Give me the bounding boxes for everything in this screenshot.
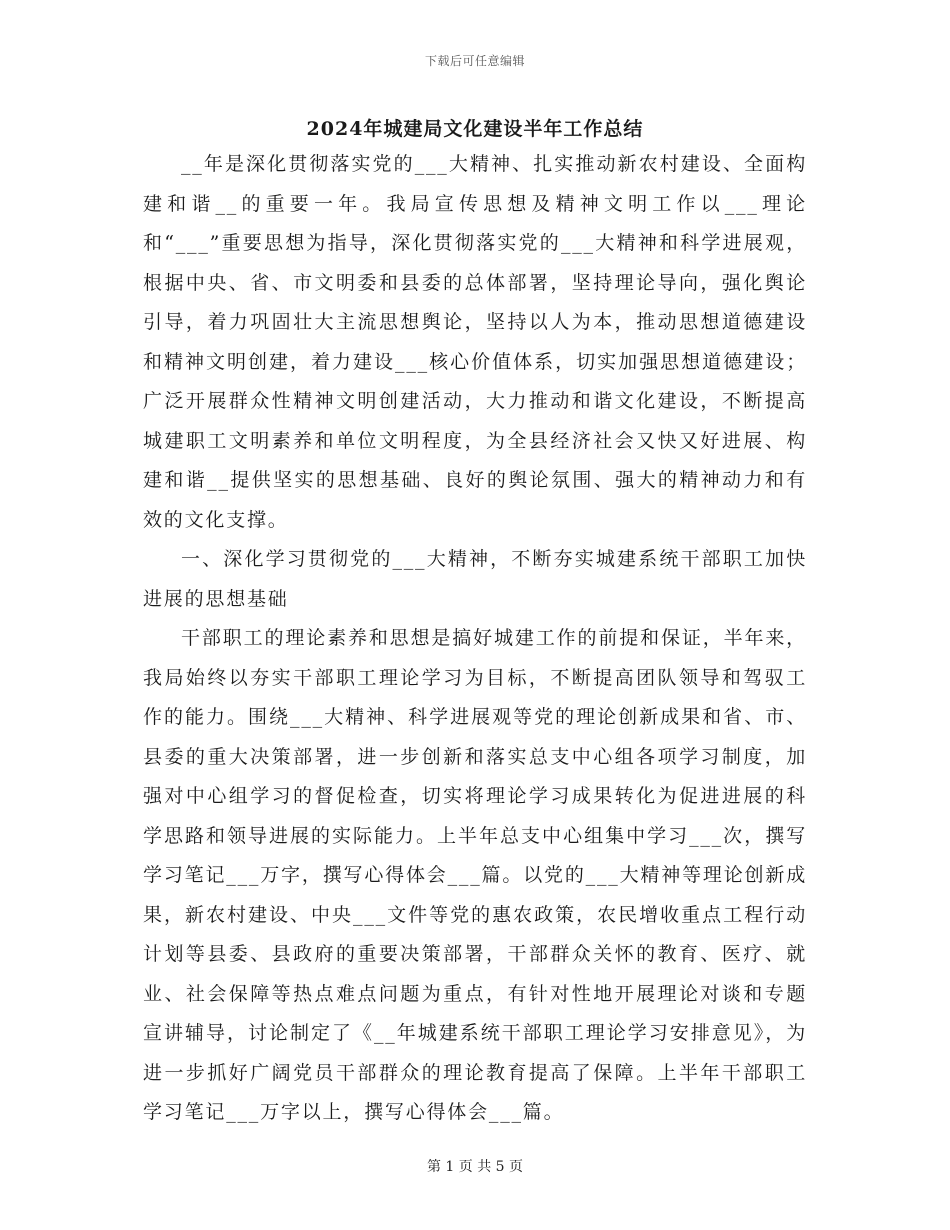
page-number: 第 1 页 共 5 页 [426, 1159, 524, 1175]
document-body [143, 145, 807, 1133]
section-heading-1: 一、深化学习贯彻党的___大精神，不断夯实城建系统干部职工加快进展的思想基础 [143, 548, 807, 610]
document-title: 2024年城建局文化建设半年工作总结 [306, 118, 644, 140]
paragraph-intro: __年是深化贯彻落实党的___大精神、扎实推动新农村建设、全面构建和谐__的重要一年。我局宣传思想及精神文明工作以___理论和“___”重要思想为指导，深化贯彻落实党的___大精神和科学进展观，根据中央、省、市文明委和县委的总体部署，坚持理论导向，强化舆论引导，着力巩固壮大主流思想舆论，坚持以人为本，推动思想道德建设和精神文明创建，着力建设___核心价值体系，切实加强思想道德建设；广泛开展群众性精神文明创建活动，大力推动和谐文化建设，不断提高城建职工文明素养和单位文明程度，为全县经济社会又快又好进展、构建和谐__提供坚实的思想基础、良好的舆论氛围、强大的精神动力和有效的文化支撑。 [143, 153, 807, 531]
paragraph-section-1: 干部职工的理论素养和思想是搞好城建工作的前提和保证，半年来，我局始终以夯实干部职工理论学习为目标，不断提高团队领导和驾驭工作的能力。围绕___大精神、科学进展观等党的理论创新成果和省、市、县委的重大决策部署，进一步创新和落实总支中心组各项学习制度，加强对中心组学习的督促检查，切实将理论学习成果转化为促进进展的科学思路和领导进展的实际能力。上半年总支中心组集中学习___次，撰写学习笔记___万字，撰写心得体会___篇。以党的___大精神等理论创新成果，新农村建设、中央___文件等党的惠农政策，农民增收重点工程行动计划等县委、县政府的重要决策部署，干部群众关怀的教育、医疗、就业、社会保障等热点难点问题为重点，有针对性地开展理论对谈和专题宣讲辅导，讨论制定了《__年城建系统干部职工理论学习安排意见》，为进一步抓好广阔党员干部群众的理论教育提高了保障。上半年干部职工学习笔记___万字以上，撰写心得体会___篇。 [143, 627, 807, 1123]
header-note: 下载后可任意编辑 [424, 54, 525, 68]
